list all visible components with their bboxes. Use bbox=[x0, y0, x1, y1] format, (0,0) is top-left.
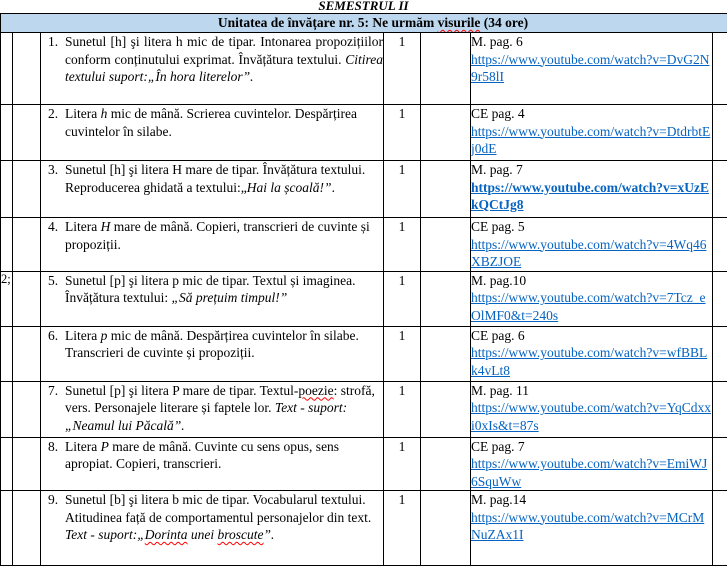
text-run: ”. bbox=[263, 527, 275, 542]
text-run: h bbox=[100, 106, 108, 121]
table-row bbox=[1, 381, 727, 437]
right-edge-cell bbox=[713, 381, 727, 437]
right-edge-cell bbox=[713, 326, 727, 381]
resource-link[interactable]: https://www.youtube.com/watch?v=DtdrbtEj0dE bbox=[471, 123, 711, 156]
lesson-number: 7. bbox=[48, 382, 59, 398]
text-run: unei bbox=[187, 527, 218, 542]
resource-link[interactable]: https://www.youtube.com/watch?v=7Tcz_eOlMF0&t=240s bbox=[471, 290, 706, 323]
hours-value: 1 bbox=[398, 492, 406, 507]
text-run: Unitatea de învățare nr. 5: Ne urmăm bbox=[217, 15, 438, 30]
hours-cell bbox=[384, 218, 421, 272]
spacer-cell bbox=[13, 161, 41, 218]
resource-label: CE pag. 7 bbox=[471, 438, 525, 454]
empty-cell bbox=[421, 381, 471, 437]
unit-header bbox=[1, 14, 727, 33]
text-run: : strofă, vers. Personajele literare și faptele lor. bbox=[65, 382, 375, 415]
resources-cell bbox=[471, 437, 713, 491]
spacer-cell bbox=[13, 105, 41, 161]
table-row bbox=[1, 437, 727, 491]
resource-link[interactable]: https://www.youtube.com/watch?v=YqCdxxi0xIs&t=87s bbox=[471, 400, 711, 433]
unit-header-row bbox=[1, 14, 727, 33]
table-row bbox=[1, 491, 727, 566]
lesson-text bbox=[65, 218, 383, 253]
table-row bbox=[1, 326, 727, 381]
resources-cell bbox=[471, 491, 713, 566]
lesson-text bbox=[65, 491, 383, 544]
resource-label: M. pag.10 bbox=[471, 272, 527, 288]
left-col-cell bbox=[1, 33, 13, 105]
text-run: Litera bbox=[65, 438, 101, 454]
left-col-cell: 2; bbox=[1, 271, 13, 326]
resource-label: M. pag. 11 bbox=[471, 382, 529, 398]
lesson-text bbox=[65, 272, 383, 307]
lesson-number: 9. bbox=[48, 492, 59, 507]
text-run: H bbox=[100, 219, 111, 234]
lesson-number: 8. bbox=[48, 438, 59, 454]
right-edge-cell bbox=[713, 33, 727, 105]
resource-label: M. pag.14 bbox=[471, 492, 527, 507]
spacer-cell bbox=[13, 491, 41, 566]
text-run: Sunetul [p] şi litera p mic de tipar. Textul și imaginea. Învățătura textului: bbox=[65, 272, 356, 305]
lesson-number: 4. bbox=[48, 219, 59, 234]
right-edge-cell bbox=[713, 491, 727, 566]
text-run: Sunetul [h] şi litera h mic de tipar. Intonarea propozițiilor conform conținutului exprimat. Învățătura textului. bbox=[65, 34, 383, 67]
right-edge-cell bbox=[713, 271, 727, 326]
text-run: mic de mână. Scrierea cuvintelor. Despărțirea cuvintelor în silabe. bbox=[65, 106, 357, 139]
empty-cell bbox=[421, 491, 471, 566]
text-run: Sunetul [h] şi litera H mare de tipar. Învățătura textului. Reproducerea ghidată a textului:„ bbox=[65, 162, 366, 195]
resources-cell bbox=[471, 105, 713, 161]
lesson-rows bbox=[1, 14, 727, 566]
hours-value: 1 bbox=[398, 106, 406, 121]
spacer-cell bbox=[13, 33, 41, 105]
left-col-cell bbox=[1, 437, 13, 491]
text-run: Sunetul [b] şi litera b mic de tipar. Vocabularul textului. Atitudinea față de comportamentul personajelor din text. bbox=[65, 492, 372, 525]
empty-cell bbox=[421, 271, 471, 326]
hours-value: 1 bbox=[398, 162, 406, 177]
resources-cell bbox=[471, 326, 713, 381]
text-run: broscute bbox=[217, 527, 264, 542]
lesson-text bbox=[65, 33, 383, 86]
lesson-text bbox=[65, 105, 383, 140]
text-run: Hai la școală!” bbox=[246, 179, 332, 195]
empty-cell bbox=[421, 326, 471, 381]
right-edge-cell bbox=[713, 161, 727, 218]
table-row bbox=[1, 33, 727, 105]
text-run: Citirea textului suport:„În hora literelor”. bbox=[65, 51, 383, 84]
text-run: Text - suport:„ bbox=[65, 527, 145, 542]
lesson-text bbox=[65, 438, 383, 473]
resource-link[interactable]: https://www.youtube.com/watch?v=MCrMNuZAx1I bbox=[471, 509, 705, 542]
spacer-cell bbox=[13, 381, 41, 437]
hours-cell bbox=[384, 105, 421, 161]
lesson-cell bbox=[41, 218, 384, 272]
spacer-cell bbox=[13, 437, 41, 491]
lesson-cell bbox=[41, 161, 384, 218]
text-run: „Să prețuim timpul!” bbox=[171, 290, 288, 305]
resource-label: CE pag. 5 bbox=[471, 219, 525, 234]
left-col-cell bbox=[1, 326, 13, 381]
empty-cell bbox=[421, 33, 471, 105]
table-row bbox=[1, 161, 727, 218]
spacer-cell bbox=[13, 218, 41, 272]
hours-value: 1 bbox=[398, 219, 406, 234]
lesson-cell bbox=[41, 33, 384, 105]
table-row bbox=[1, 218, 727, 272]
text-run: Litera bbox=[65, 106, 101, 121]
resource-link[interactable]: https://www.youtube.com/watch?v=4Wq46XBZJOE bbox=[471, 236, 707, 269]
resources-cell bbox=[471, 161, 713, 218]
text-run: mare de mână. Cuvinte cu sens opus, sens apropiat. Copieri, transcrieri. bbox=[65, 438, 340, 471]
hours-cell bbox=[384, 271, 421, 326]
unit-header-text bbox=[218, 15, 528, 30]
text-run: Litera bbox=[65, 219, 101, 234]
lesson-cell bbox=[41, 105, 384, 161]
resource-label: M. pag. 6 bbox=[471, 34, 523, 49]
text-run: mare de mână. Copieri, transcrieri de cuvinte și propoziții. bbox=[65, 219, 370, 252]
hours-value: 1 bbox=[398, 327, 406, 343]
right-edge-cell bbox=[713, 105, 727, 161]
text-run: Litera bbox=[65, 327, 101, 343]
text-run: . bbox=[331, 179, 335, 195]
lesson-text bbox=[65, 161, 383, 196]
resource-link[interactable]: https://www.youtube.com/watch?v=DvG2N9r58lI bbox=[471, 51, 710, 84]
hours-cell bbox=[384, 161, 421, 218]
text-run: poezie bbox=[298, 382, 334, 398]
table-row bbox=[1, 271, 727, 326]
lesson-number: 6. bbox=[48, 327, 59, 343]
hours-cell bbox=[384, 437, 421, 491]
left-col-cell bbox=[1, 218, 13, 272]
semester-title: SEMESTRUL II bbox=[318, 0, 409, 13]
text-run: p bbox=[100, 327, 108, 343]
left-col-cell bbox=[1, 491, 13, 566]
lesson-number: 5. bbox=[48, 272, 59, 288]
resource-label: M. pag. 7 bbox=[471, 162, 523, 177]
lesson-number: 3. bbox=[48, 162, 59, 177]
hours-value: 1 bbox=[398, 272, 406, 288]
right-edge-cell bbox=[713, 218, 727, 272]
hours-cell bbox=[384, 326, 421, 381]
spacer-cell bbox=[13, 271, 41, 326]
text-run: mic de mână. Despărțirea cuvintelor în silabe. Transcrieri de cuvinte și propoziții. bbox=[65, 327, 359, 360]
lesson-cell bbox=[41, 381, 384, 437]
text-run: visurile bbox=[437, 15, 481, 30]
hours-cell bbox=[384, 381, 421, 437]
resource-label: CE pag. 6 bbox=[471, 327, 525, 343]
hours-value: 1 bbox=[398, 382, 406, 398]
hours-cell bbox=[384, 33, 421, 105]
text-run: Sunetul [p] şi litera P mare de tipar. Textul- bbox=[65, 382, 299, 398]
lesson-number: 2. bbox=[48, 106, 59, 121]
text-run: P bbox=[100, 438, 109, 454]
right-edge-cell bbox=[713, 437, 727, 491]
left-col-cell bbox=[1, 105, 13, 161]
spacer-cell bbox=[13, 326, 41, 381]
lesson-cell bbox=[41, 271, 384, 326]
unit-plan-table bbox=[0, 13, 727, 566]
text-run: Dorinta bbox=[144, 527, 188, 542]
lesson-cell bbox=[41, 437, 384, 491]
resources-cell bbox=[471, 218, 713, 272]
resource-label: CE pag. 4 bbox=[471, 106, 525, 121]
empty-cell bbox=[421, 161, 471, 218]
lesson-text bbox=[65, 327, 383, 362]
empty-cell bbox=[421, 218, 471, 272]
lesson-text bbox=[65, 382, 383, 435]
text-run: (34 ore) bbox=[480, 15, 529, 30]
lesson-number: 1. bbox=[48, 34, 59, 49]
resources-cell bbox=[471, 33, 713, 105]
resource-link[interactable]: https://www.youtube.com/watch?v=xUzEkQCtJg8 bbox=[471, 179, 709, 212]
lesson-cell bbox=[41, 326, 384, 381]
left-col-cell bbox=[1, 381, 13, 437]
empty-cell bbox=[421, 105, 471, 161]
resource-link[interactable]: https://www.youtube.com/watch?v=wfBBLk4vLt8 bbox=[471, 345, 708, 378]
text-run: Text - suport:„Neamul lui Păcală”. bbox=[65, 400, 348, 433]
resources-cell bbox=[471, 381, 713, 437]
empty-cell bbox=[421, 437, 471, 491]
hours-value: 1 bbox=[398, 438, 406, 454]
table-row bbox=[1, 105, 727, 161]
hours-value: 1 bbox=[398, 34, 406, 49]
left-col-cell bbox=[1, 161, 13, 218]
hours-cell bbox=[384, 491, 421, 566]
resources-cell bbox=[471, 271, 713, 326]
resource-link[interactable]: https://www.youtube.com/watch?v=EmiWJ6SquWw bbox=[471, 456, 708, 489]
lesson-cell bbox=[41, 491, 384, 566]
